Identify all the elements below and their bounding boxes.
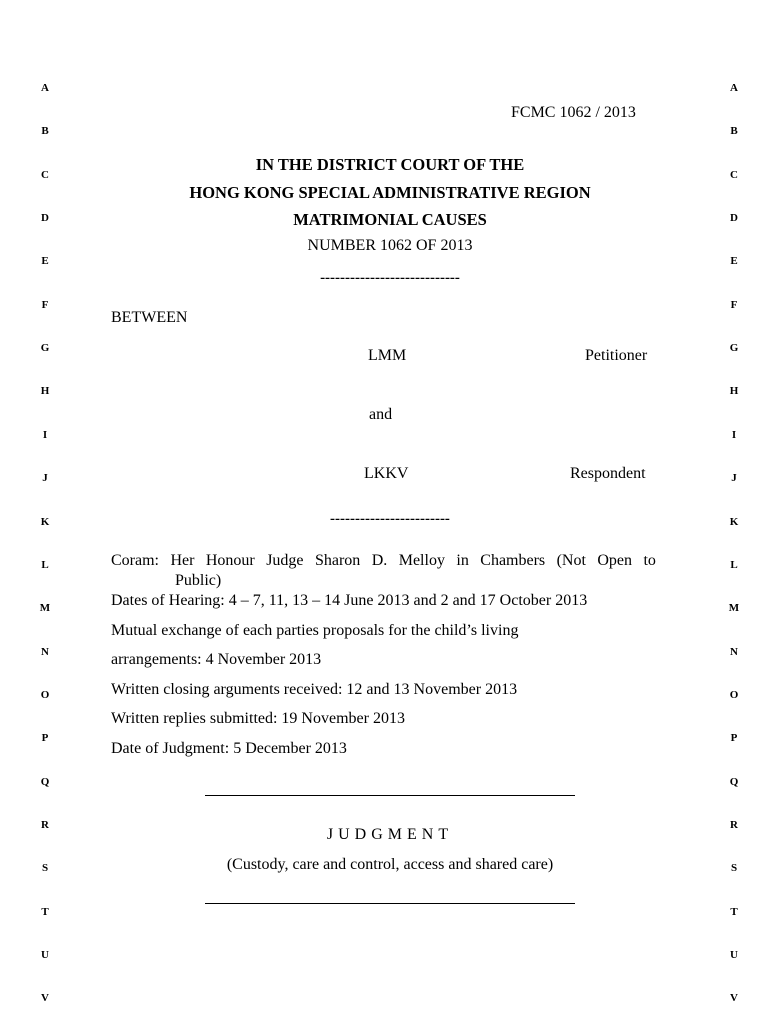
coram-word: to — [643, 552, 656, 569]
left-margin-letter: O — [40, 689, 50, 701]
separator-top: ---------------------------- — [320, 270, 460, 286]
right-margin-letter: K — [729, 516, 739, 528]
coram-word: Sharon — [314, 552, 361, 569]
left-margin-letter: F — [41, 299, 49, 311]
date-of-judgment: Date of Judgment: 5 December 2013 — [111, 740, 347, 757]
right-margin-letter: T — [730, 906, 738, 918]
right-margin-letter: G — [729, 342, 739, 354]
left-margin-letter: A — [41, 82, 49, 94]
right-margin-letter: S — [730, 862, 738, 874]
left-margin-letter: B — [41, 125, 49, 137]
left-margin-letter: U — [41, 949, 49, 961]
left-margin-letter: S — [41, 862, 49, 874]
coram-label: Coram: — [111, 552, 159, 569]
respondent-name: LKKV — [364, 465, 409, 482]
respondent-role: Respondent — [570, 465, 646, 482]
coram-word: in — [456, 552, 469, 569]
right-margin-letter: E — [730, 255, 738, 267]
left-margin-letter: C — [41, 169, 49, 181]
right-margin-letter: V — [730, 992, 738, 1004]
rule-bottom — [205, 903, 575, 904]
exchange-line1: Mutual exchange of each parties proposals for the child’s living — [111, 622, 519, 639]
left-margin-letter: G — [40, 342, 50, 354]
court-title-line3: MATRIMONIAL CAUSES — [293, 210, 487, 229]
petitioner-role: Petitioner — [585, 347, 648, 364]
left-margin-letter: M — [39, 602, 51, 614]
coram-line1 — [111, 551, 656, 571]
written-replies: Written replies submitted: 19 November 2013 — [111, 710, 405, 727]
right-margin-letter: P — [730, 732, 738, 744]
right-margin-letter: J — [731, 472, 737, 484]
separator-mid: ------------------------ — [330, 511, 450, 527]
left-margin-letter: L — [41, 559, 49, 571]
coram-word: Open — [597, 552, 632, 569]
judgment-title: JUDGMENT — [326, 826, 454, 843]
left-margin-letter: K — [40, 516, 50, 528]
court-title-line1: IN THE DISTRICT COURT OF THE — [255, 155, 525, 174]
right-margin-letter: I — [731, 429, 737, 441]
coram-word: D. — [371, 552, 388, 569]
right-margin-letter: L — [730, 559, 738, 571]
left-margin-letter: D — [41, 212, 49, 224]
coram-word: Honour — [205, 552, 255, 569]
left-margin-letter: Q — [40, 776, 50, 788]
left-margin-letter: J — [42, 472, 48, 484]
action-number: NUMBER 1062 OF 2013 — [307, 237, 473, 254]
petitioner-name: LMM — [368, 347, 407, 364]
right-margin-letter: U — [730, 949, 738, 961]
coram-word: Her — [170, 552, 195, 569]
judgment-subtitle: (Custody, care and control, access and shared care) — [226, 856, 554, 873]
exchange-line2: arrangements: 4 November 2013 — [111, 651, 322, 668]
dates-of-hearing: Dates of Hearing: 4 – 7, 11, 13 – 14 June 2013 and 2 and 17 October 2013 — [111, 592, 588, 609]
right-margin-letter: N — [730, 646, 738, 658]
rule-top — [205, 795, 575, 796]
right-margin-letter: B — [730, 125, 738, 137]
coram-block — [111, 551, 656, 591]
closing-arguments: Written closing arguments received: 12 and 13 November 2013 — [111, 681, 518, 698]
left-margin-letter: I — [42, 429, 48, 441]
right-margin-letter: R — [730, 819, 738, 831]
right-margin-letter: C — [730, 169, 738, 181]
coram-word: (Not — [556, 552, 586, 569]
right-margin-letter: A — [730, 82, 738, 94]
coram-word: Chambers — [480, 552, 546, 569]
right-margin-letter: Q — [729, 776, 739, 788]
right-margin-letter: D — [730, 212, 738, 224]
right-margin-letter: F — [730, 299, 738, 311]
and-label: and — [369, 406, 393, 423]
between-label: BETWEEN — [111, 309, 188, 326]
left-margin-letter: N — [41, 646, 49, 658]
left-margin-letter: T — [41, 906, 49, 918]
left-margin-letter: P — [41, 732, 49, 744]
left-margin-letter: H — [40, 385, 50, 397]
left-margin-letter: R — [41, 819, 49, 831]
right-margin-letter: O — [729, 689, 739, 701]
court-title-line2: HONG KONG SPECIAL ADMINISTRATIVE REGION — [189, 183, 591, 202]
right-margin-letter: H — [729, 385, 739, 397]
case-number: FCMC 1062 / 2013 — [511, 104, 636, 121]
left-margin-letter: V — [41, 992, 49, 1004]
left-margin-letter: E — [41, 255, 49, 267]
coram-line2: Public) — [175, 572, 222, 589]
coram-word: Melloy — [398, 552, 445, 569]
coram-word: Judge — [266, 552, 304, 569]
right-margin-letter: M — [728, 602, 740, 614]
